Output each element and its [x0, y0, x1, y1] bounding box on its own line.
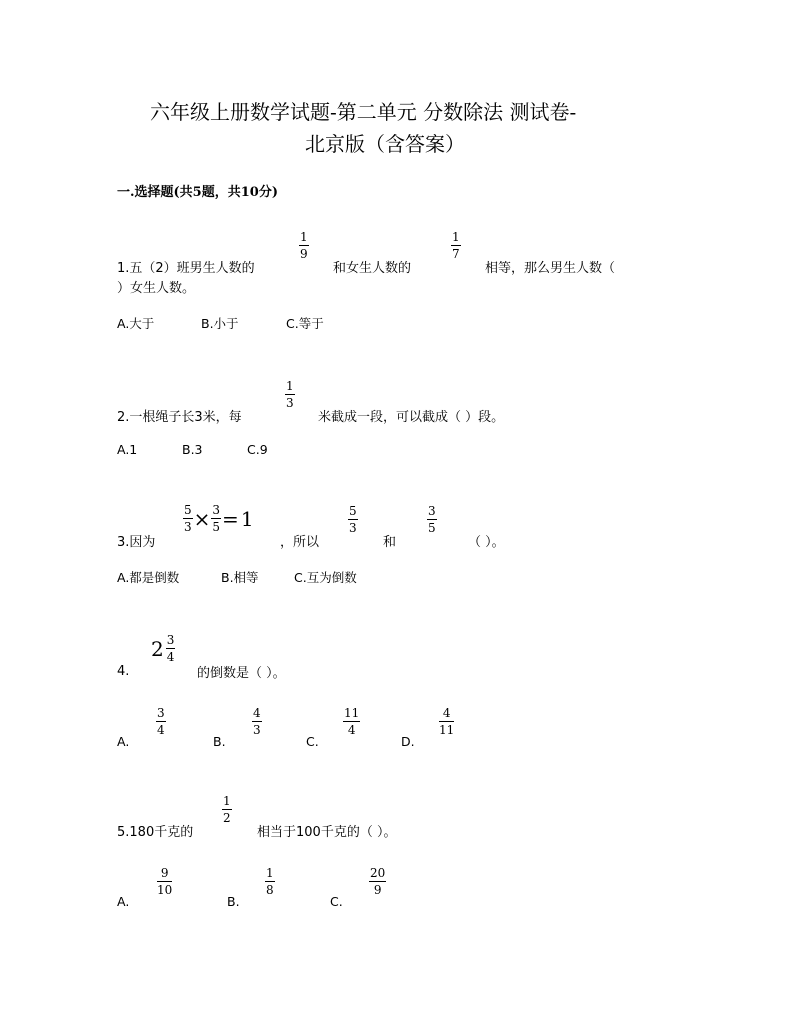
q5-option-a-label[interactable]: A.: [117, 894, 130, 909]
q3-eq-times: ×: [193, 506, 211, 531]
q4-mixed-whole: 2: [151, 636, 164, 661]
q2-fraction-num: 1: [286, 379, 294, 393]
q1-fraction-a-den: 9: [300, 247, 308, 261]
q3-fraction-b-den: 5: [428, 521, 436, 535]
q2-text-a: 2.一根绳子长3米，每: [117, 410, 242, 425]
q1-option-c[interactable]: C.等于: [286, 316, 324, 331]
q4-mixed-fraction: [166, 634, 176, 663]
q3-eq-f2-num: 3: [212, 503, 221, 517]
q4-option-a-fraction[interactable]: [156, 707, 166, 736]
q4-option-c-den: 4: [347, 723, 356, 737]
q4-text-b: 的倒数是（ ）。: [197, 666, 286, 681]
q2-option-c[interactable]: C.9: [247, 442, 268, 457]
q5-option-c-den: 9: [373, 883, 382, 897]
q1-option-a[interactable]: A.大于: [117, 316, 155, 331]
q2-option-b[interactable]: B.3: [182, 442, 203, 457]
q1-text-c: 相等，那么男生人数（: [485, 261, 616, 276]
q5-option-c-num: 20: [370, 866, 386, 880]
q3-fraction-a: [348, 505, 358, 534]
page-title-line1: 六年级上册数学试题-第二单元 分数除法 测试卷-: [150, 100, 577, 124]
q3-equation: [183, 504, 255, 533]
q4-option-d-den: 11: [439, 723, 455, 737]
q4-option-c-fraction[interactable]: [343, 707, 360, 736]
q5-fraction: [222, 795, 232, 824]
q3-eq-fraction-1: [183, 504, 193, 533]
q1-fraction-a: [299, 231, 309, 260]
q4-option-b-fraction[interactable]: [252, 707, 262, 736]
q5-option-a-num: 9: [160, 866, 169, 880]
q4-mixed-num: 3: [166, 633, 175, 647]
q2-text-b: 米截成一段，可以截成（ ）段。: [318, 410, 505, 425]
q4-option-d-fraction[interactable]: [439, 707, 454, 736]
q1-fraction-b-num: 1: [452, 230, 460, 244]
q5-option-b-den: 8: [266, 883, 274, 897]
q3-option-c[interactable]: C.互为倒数: [294, 570, 357, 585]
q4-option-d-label[interactable]: D.: [401, 734, 415, 749]
q3-fraction-a-num: 5: [349, 504, 357, 518]
q5-option-a-fraction[interactable]: [157, 867, 172, 896]
q3-fraction-a-den: 3: [349, 521, 357, 535]
q1-fraction-b-den: 7: [452, 247, 460, 261]
q3-eq-equals: =: [222, 506, 239, 531]
q3-text-a: 3.因为: [117, 535, 156, 550]
page-title-line2: 北京版（含答案）: [305, 132, 465, 156]
q3-text-b: ，所以: [280, 535, 320, 550]
q3-option-b[interactable]: B.相等: [221, 570, 259, 585]
q3-option-a[interactable]: A.都是倒数: [117, 570, 180, 585]
q4-option-b-label[interactable]: B.: [213, 734, 226, 749]
q1-option-b[interactable]: B.小于: [201, 316, 239, 331]
q3-eq-fraction-2: [211, 504, 221, 533]
q4-option-c-num: 11: [344, 706, 360, 720]
q2-fraction-den: 3: [286, 396, 294, 410]
q4-option-b-den: 3: [253, 723, 261, 737]
q3-eq-rhs: 1: [240, 506, 254, 531]
q3-eq-f1-den: 3: [184, 520, 192, 534]
q2-option-a[interactable]: A.1: [117, 442, 138, 457]
q5-option-b-label[interactable]: B.: [227, 894, 240, 909]
q4-option-d-num: 4: [442, 706, 451, 720]
q5-option-b-num: 1: [266, 866, 274, 880]
q1-text-d: ）女生人数。: [117, 281, 196, 296]
q5-text-b: 相当于100千克的（ ）。: [257, 825, 397, 840]
section-heading: 一.选择题(共5题，共10分): [117, 185, 278, 200]
q2-fraction: [285, 380, 295, 409]
q1-text-a: 1.五（2）班男生人数的: [117, 261, 255, 276]
q4-mixed-number: [151, 634, 175, 663]
q4-option-a-label[interactable]: A.: [117, 734, 130, 749]
q5-option-a-den: 10: [157, 883, 173, 897]
q4-option-a-num: 3: [157, 706, 165, 720]
q3-fraction-b-num: 3: [428, 504, 436, 518]
q4-option-a-den: 4: [157, 723, 165, 737]
q1-fraction-a-num: 1: [300, 230, 308, 244]
q1-text-b: 和女生人数的: [333, 261, 412, 276]
q3-eq-f2-den: 5: [212, 520, 221, 534]
q4-mixed-den: 4: [166, 650, 175, 664]
q4-option-c-label[interactable]: C.: [306, 734, 319, 749]
q5-option-c-label[interactable]: C.: [330, 894, 343, 909]
q4-text-a: 4.: [117, 664, 130, 679]
q1-fraction-b: [451, 231, 461, 260]
q5-fraction-num: 1: [223, 794, 231, 808]
q5-text-a: 5.180千克的: [117, 825, 194, 840]
q5-fraction-den: 2: [223, 811, 231, 825]
q3-text-c: 和: [383, 535, 397, 550]
q5-option-b-fraction[interactable]: [265, 867, 275, 896]
q3-fraction-b: [427, 505, 437, 534]
q4-option-b-num: 4: [253, 706, 261, 720]
q5-option-c-fraction[interactable]: [369, 867, 386, 896]
q3-eq-f1-num: 5: [184, 503, 192, 517]
q3-text-d: （ ）。: [468, 535, 505, 550]
